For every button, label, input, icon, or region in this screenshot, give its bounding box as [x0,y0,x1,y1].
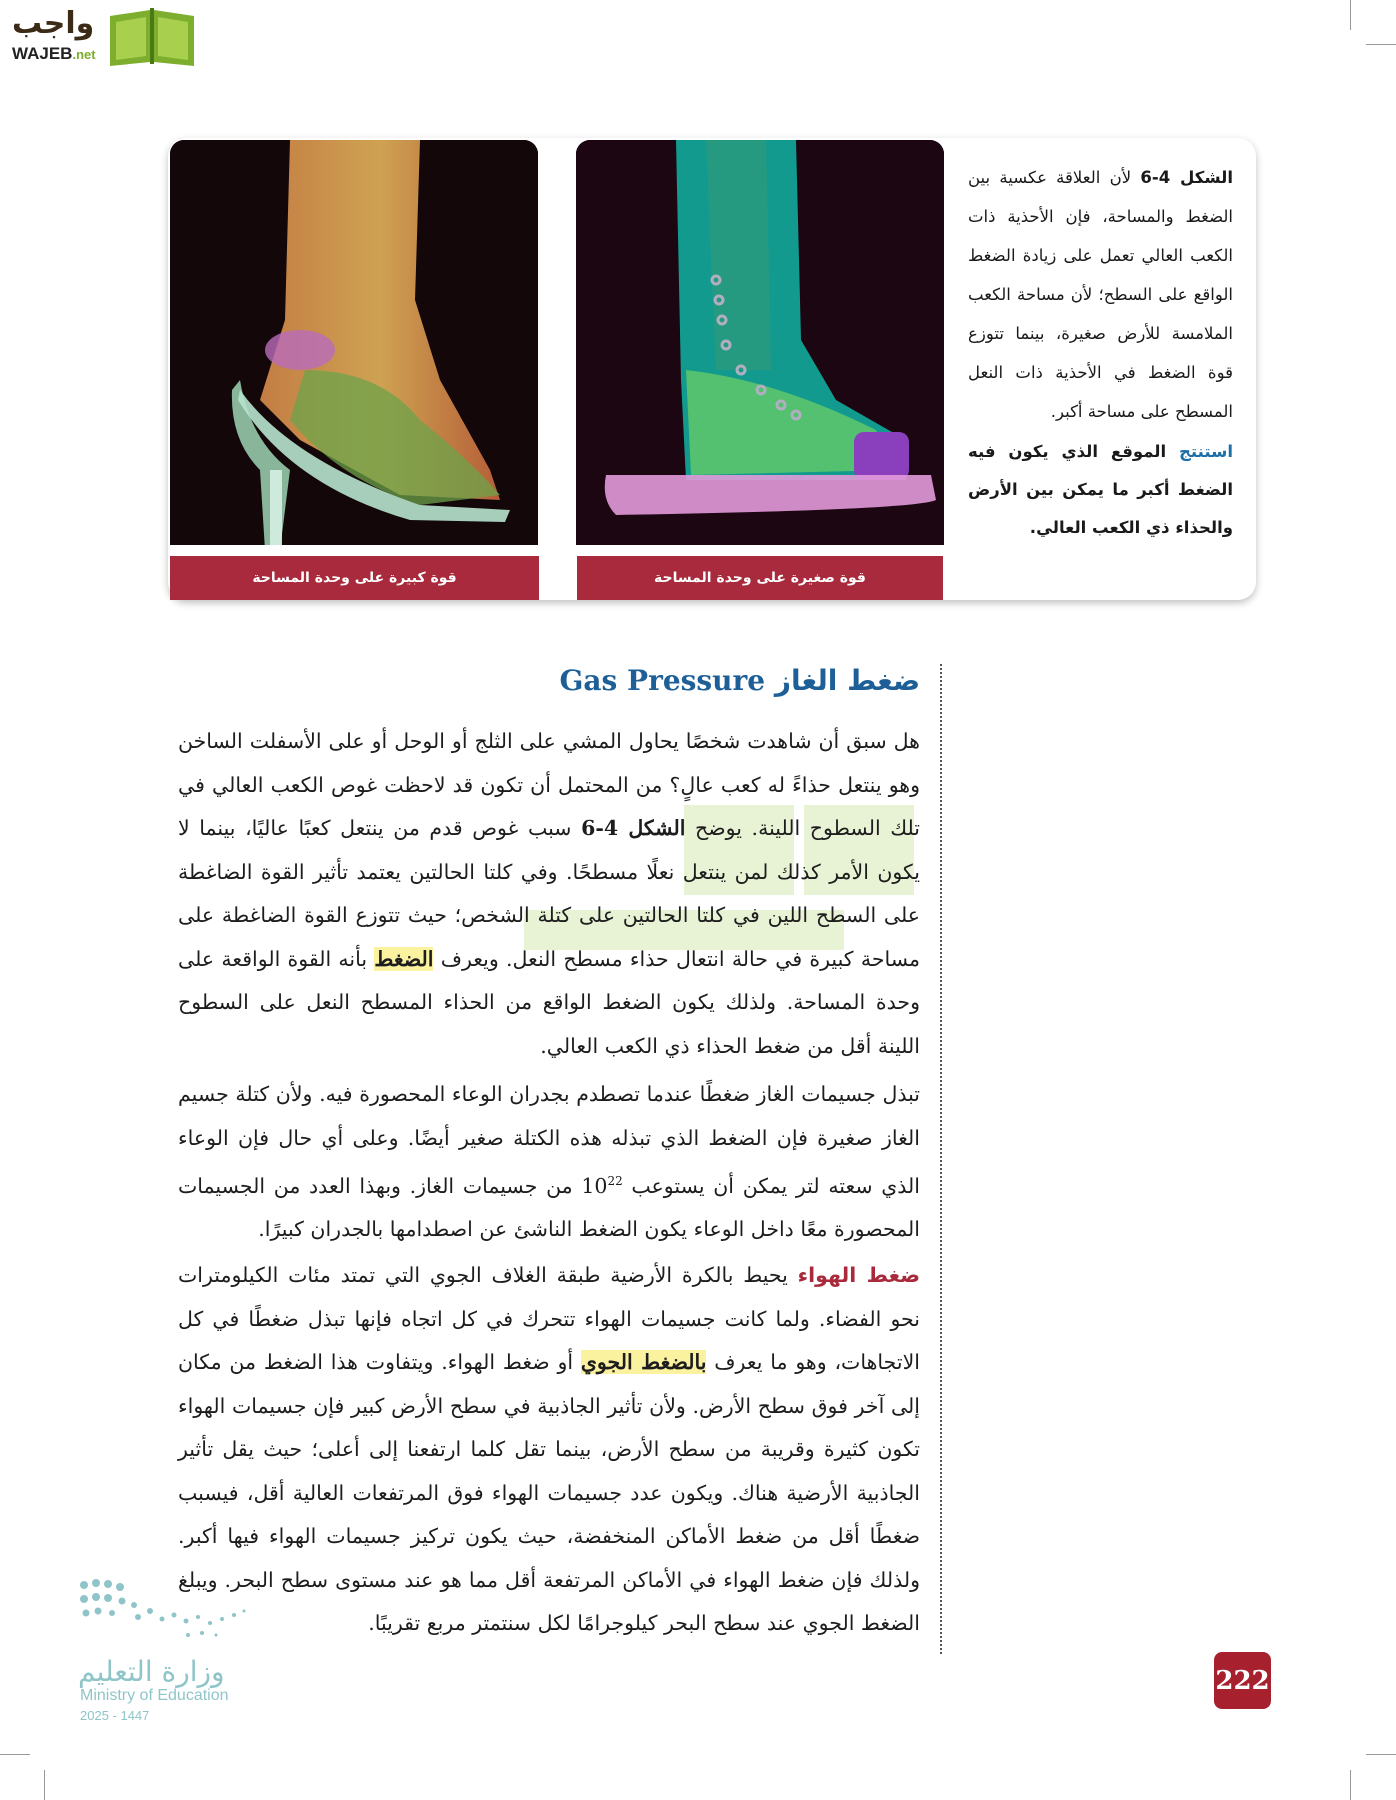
high-heel-xray-image [170,140,538,545]
page-number: 222 [1214,1652,1271,1709]
book-icon [106,6,198,68]
caption-text: لأن العلاقة عكسية بين الضغط والمساحة، فإن الأحذية ذات الكعب العالي تعمل على زيادة الضغط الواقع على السطح؛ لأن مساحة الكعب الملامسة للأرض صغيرة، بينما تتوزع قوة الضغط في الأحذية ذات النعل المسطح على مساحة أكبر. [968,168,1233,421]
term-atmospheric-pressure: بالضغط الجوي [580,1350,707,1374]
crop-mark [1350,0,1351,30]
caption-question [968,433,1233,547]
figure-reference: الشكل 4-6 [581,816,686,840]
ministry-name-en: Ministry of Education [80,1687,229,1704]
wajeb-logo[interactable] [12,4,192,68]
crop-mark [1366,44,1396,45]
dotted-divider [940,664,942,1654]
crop-mark [44,1770,45,1800]
crop-mark [1350,1770,1351,1800]
label-low-force: قوة صغيرة على وحدة المساحة [577,556,943,600]
paragraph-air-pressure: ضغط الهواء يحيط بالكرة الأرضية طبقة الغلاف الجوي التي تمتد مئات الكيلومترات نحو الفضاء. ولما كانت جسيمات الهواء تتحرك في كل اتجاه فإنها تبذل ضغطًا في كل الاتجاهات، وهو ما يعرف بالضغط الجوي أو ضغط الهواء. ويتفاوت هذا الضغط من مكان إلى آخر فوق سطح الأرض. ولأن تأثير الجاذبية في سطح الأرض كبير فإن جسيمات الهواء تكون كثيرة وقريبة من سطح الأرض، بينما تقل كلما ارتفعنا إلى أعلى؛ حيث يقل تأثير الجاذبية الأرضية هناك. ويكون عدد جسيمات الهواء فوق المرتفعات العالية أقل، فيسبب ضغطًا أقل من ضغط الأماكن المنخفضة، حيث يكون تركيز جسيمات الهواء فيها أكبر. ولذلك فإن ضغط الهواء في الأماكن المرتفعة أقل مما هو عند مستوى سطح البحر. ويبلغ الضغط الجوي عند سطح البحر كيلوجرامًا لكل سنتمتر مربع تقريبًا. [178,1263,920,1635]
ministry-logo [78,1575,278,1725]
flat-shoe-xray-image [576,140,944,545]
air-pressure-heading: ضغط الهواء [797,1263,920,1287]
crop-mark [0,1754,30,1755]
label-high-force: قوة كبيرة على وحدة المساحة [170,556,539,600]
logo-latin: WAJEB.net [12,44,96,63]
paragraph-gas-particles: تبذل جسيمات الغاز ضغطًا عندما تصطدم بجدران الوعاء المحصورة فيه. ولأن كتلة جسيم الغاز صغيرة فإن الضغط الذي تبذله هذه الكتلة صغير أيضًا. وعلى أي حال فإن الوعاء الذي سعته لتر يمكن أن يستوعب $10^{22}$ من جسيمات الغاز. وبهذا العدد من الجسيمات المحصورة معًا داخل الوعاء يكون الضغط الناشئ عن اصطدامها بالجدران كبيرًا. [178,1082,920,1242]
ministry-name-ar: وزارة التعليم [78,1655,225,1688]
paragraph-pressure: هل سبق أن شاهدت شخصًا يحاول المشي على الثلج أو الوحل أو على الأسفلت الساخن وهو ينتعل حذاءً له كعب عالٍ؟ من المحتمل أن تكون قد لاحظت غوص الكعب العالي في تلك السطوح اللينة. يوضح الشكل 4-6 سبب غوص قدم من ينتعل كعبًا عاليًا، بينما لا يكون الأمر كذلك لمن ينتعل نعلًا مسطحًا. وفي كلتا الحالتين يعتمد تأثير القوة الضاغطة على السطح اللين في كلتا الحالتين على كتلة الشخص؛ حيث تتوزع القوة الضاغطة على مساحة كبيرة في حالة انتعال حذاء مسطح النعل. ويعرف الضغط بأنه القوة الواقعة على وحدة المساحة. ولذلك يكون الضغط الواقع من الحذاء المسطح النعل على السطوح اللينة أقل من ضغط الحذاء ذي الكعب العالي. [178,729,921,1058]
question-text: الموقع الذي يكون فيه الضغط أكبر ما يمكن بين الأرض والحذاء ذي الكعب العالي. [968,442,1233,537]
section-title-ar: ضغط الغاز [774,664,920,697]
section-title [559,664,920,697]
caption-body [968,158,1233,431]
crop-mark [1366,1754,1396,1755]
power-of-ten: $10^{22}$ [581,1173,623,1198]
ministry-dots-icon [78,1575,258,1645]
caption-number: الشكل 4-6 [1140,168,1233,187]
figure-caption [968,158,1233,547]
logo-arabic: واجب [12,6,95,41]
section-title-en: Gas Pressure [559,664,766,697]
question-word: استنتج [1179,442,1233,461]
ministry-year: 2025 - 1447 [80,1708,150,1723]
term-pressure: الضغط [374,946,434,971]
